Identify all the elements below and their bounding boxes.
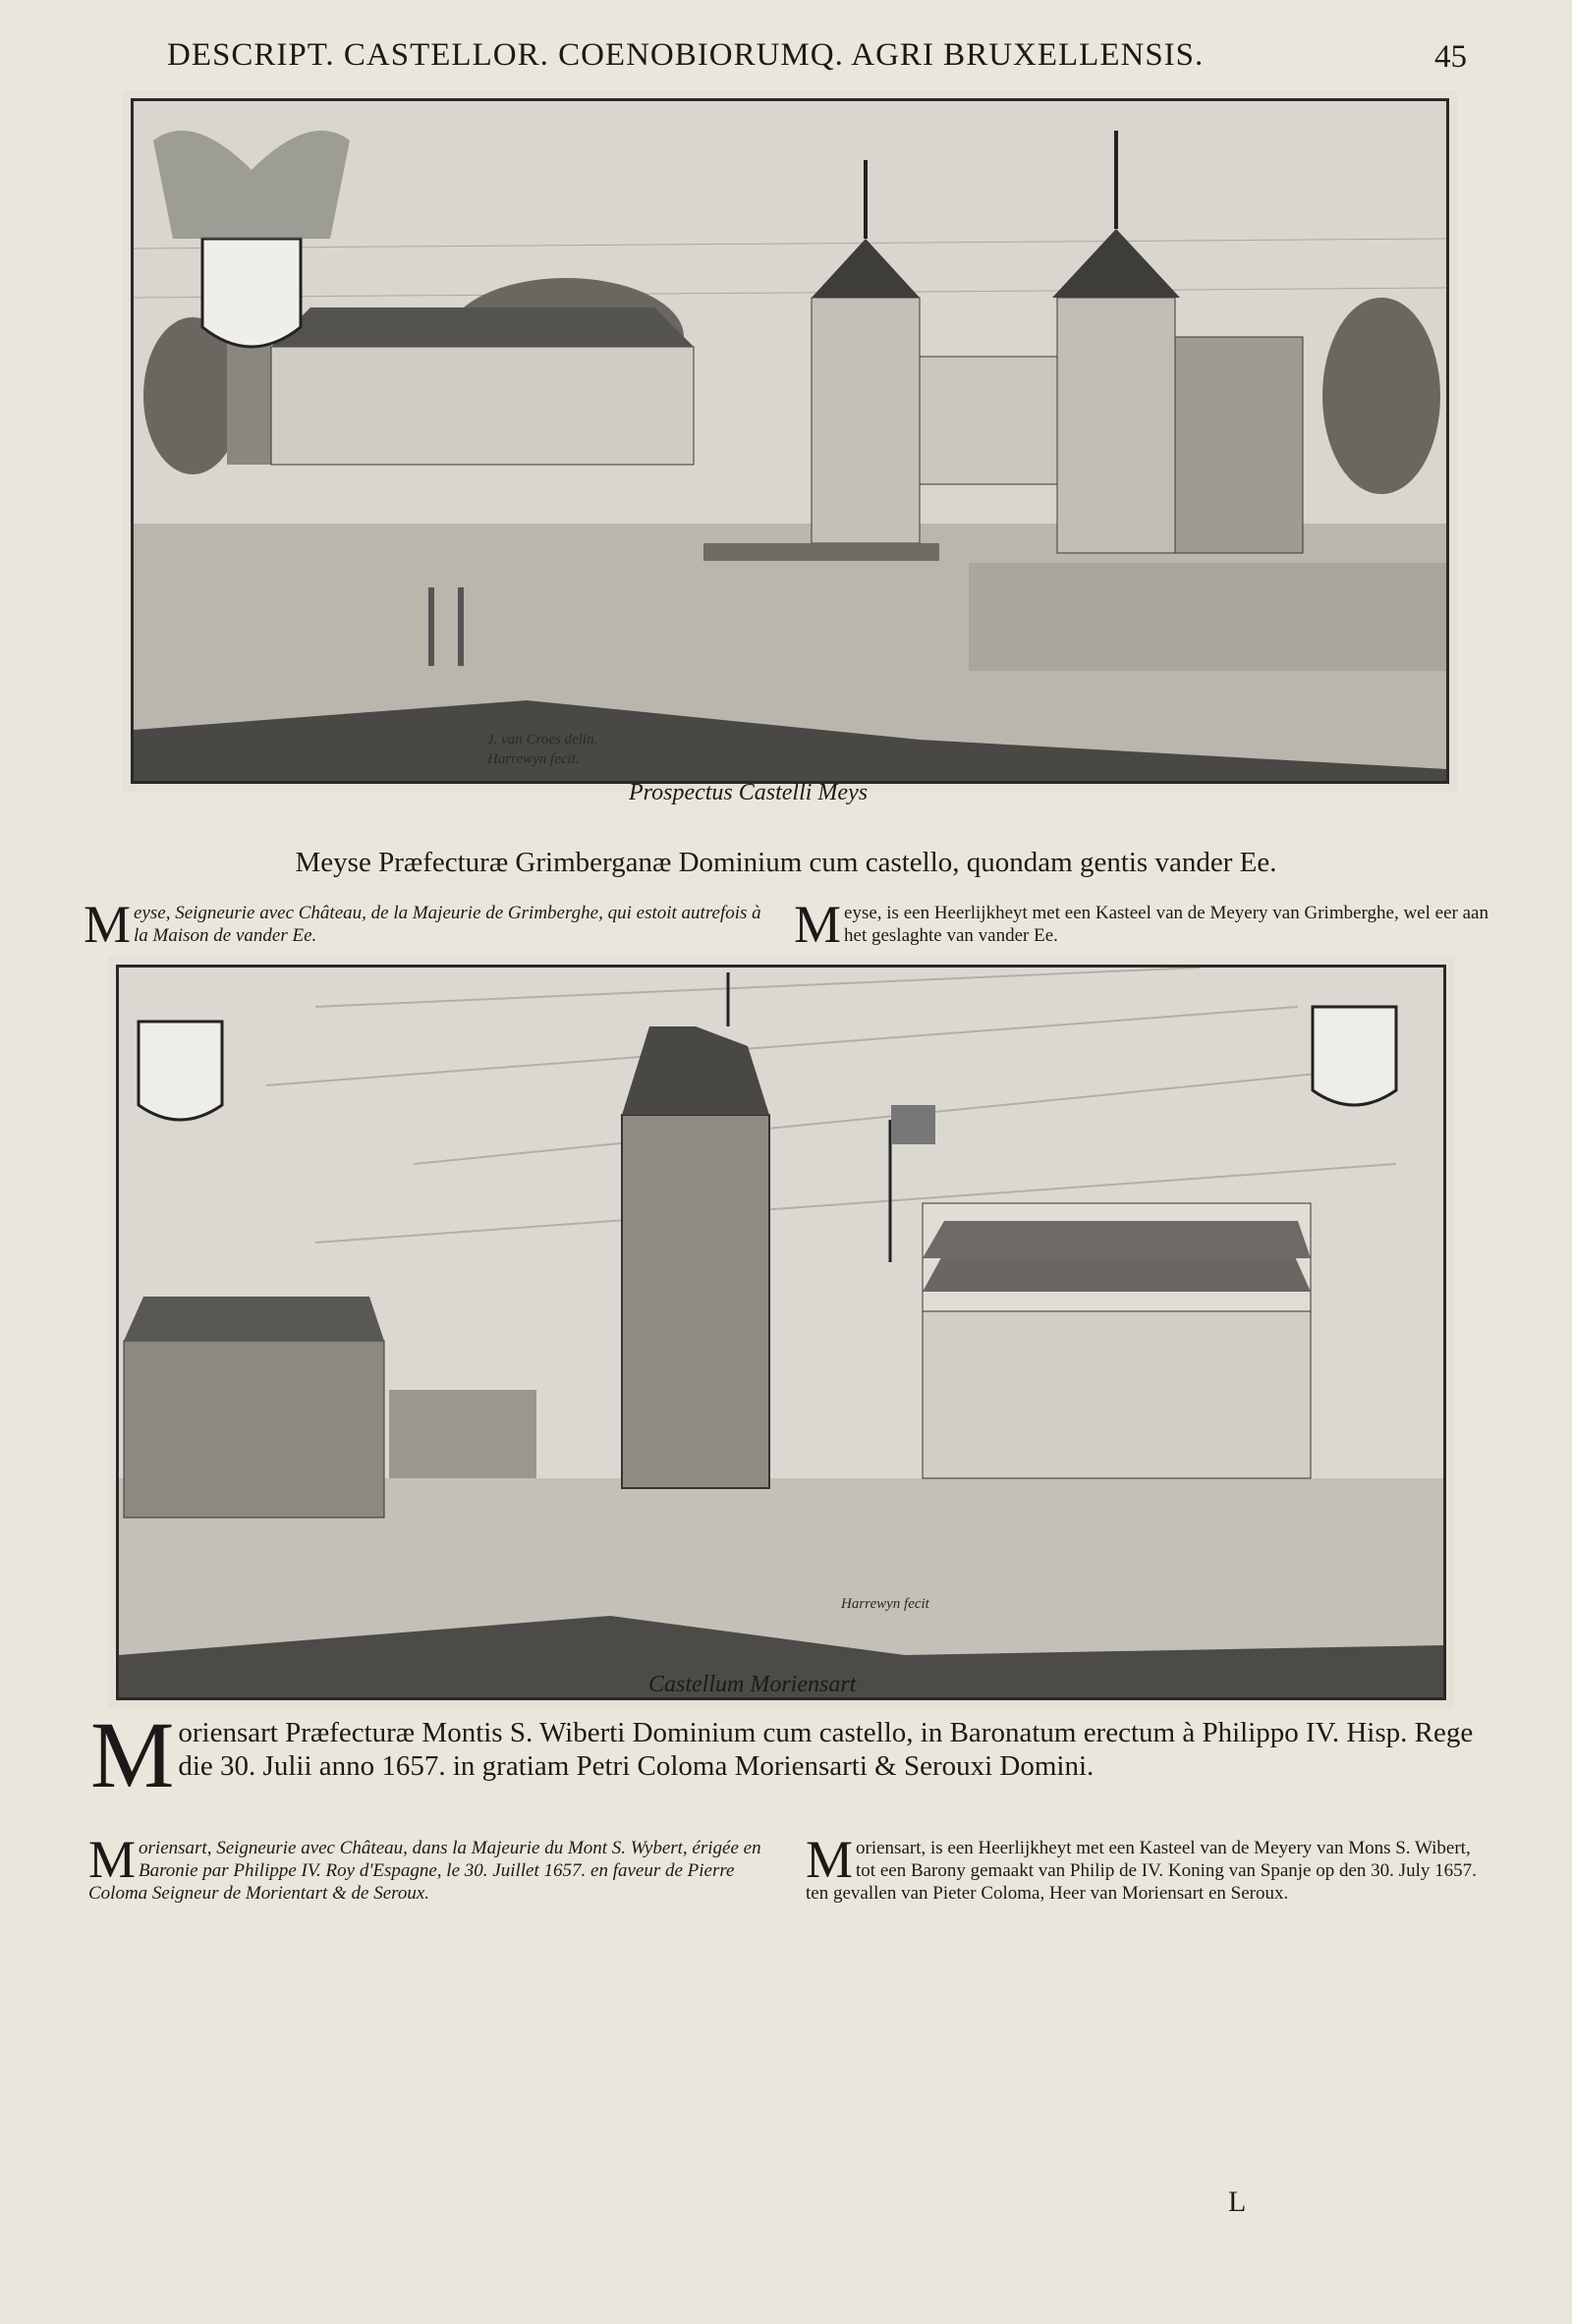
section-body: oriensart Præfecturæ Montis S. Wiberti Dominium cum castello, in Baronatum erectum à Philippo IV. Hisp. Rege die 30. Julii anno 1657. in gratiam Petri Coloma Moriensarti & Serouxi Domini.: [178, 1717, 1474, 1782]
engraver-signature: J. van Croes delin. Harrewyn fecit.: [487, 732, 598, 767]
engraving-castle-moriensart: [116, 965, 1446, 1700]
french-body: eyse, Seigneurie avec Château, de la Majeurie de Grimberghe, qui estoit autrefois à la Maison de vander Ee.: [134, 903, 761, 946]
coat-of-arms-right: [1313, 1007, 1396, 1105]
coat-of-arms-left: [139, 1022, 222, 1120]
dutch-text-meyse: [794, 895, 1491, 954]
drop-cap: M: [806, 1830, 854, 1889]
french-text-meyse: [84, 895, 766, 954]
dutch-body: oriensart, is een Heerlijkheyt met een Kasteel van de Meyery van Mons S. Wibert, tot een Barony gemaakt van Philip de IV. Koning van Spanje op den 30. July 1657. ten gevallen van Pieter Coloma, Heer van Moriensart en Seroux.: [806, 1838, 1477, 1904]
running-title: DESCRIPT. CASTELLOR. COENOBIORUMQ. AGRI BRUXELLENSIS.: [167, 37, 1205, 73]
signature-mark: L: [1228, 2186, 1247, 2218]
french-body: oriensart, Seigneurie avec Château, dans la Majeurie du Mont S. Wybert, érigée en Baronie par Philippe IV. Roy d'Espagne, le 30. Juillet 1657. en faveur de Pierre Coloma Seigneur de Morientart & de Seroux.: [88, 1838, 761, 1904]
dutch-text-moriensart: [806, 1830, 1493, 1905]
coat-of-arms: [202, 239, 301, 347]
dutch-body: eyse, is een Heerlijkheyt met een Kasteel van de Meyery van Grimberghe, wel eer aan het geslaghte van vander Ee.: [844, 903, 1488, 946]
drop-cap: M: [84, 895, 132, 954]
section-title-moriensart: [90, 1702, 1505, 1807]
plate-caption: Castellum Moriensart: [648, 1672, 857, 1697]
engraver-signature: Harrewyn fecit: [841, 1596, 929, 1612]
drop-cap: M: [794, 895, 842, 954]
drop-cap: M: [90, 1702, 175, 1807]
page-number: 45: [1434, 39, 1467, 75]
drop-cap: M: [88, 1830, 137, 1889]
section-title-meyse: Meyse Præfecturæ Grimberganæ Dominium cum castello, quondam gentis vander Ee.: [295, 847, 1277, 878]
french-text-moriensart: [88, 1830, 766, 1905]
plate-caption: Prospectus Castelli Meys: [629, 780, 869, 805]
engraving-castle-meyse: [131, 98, 1449, 784]
